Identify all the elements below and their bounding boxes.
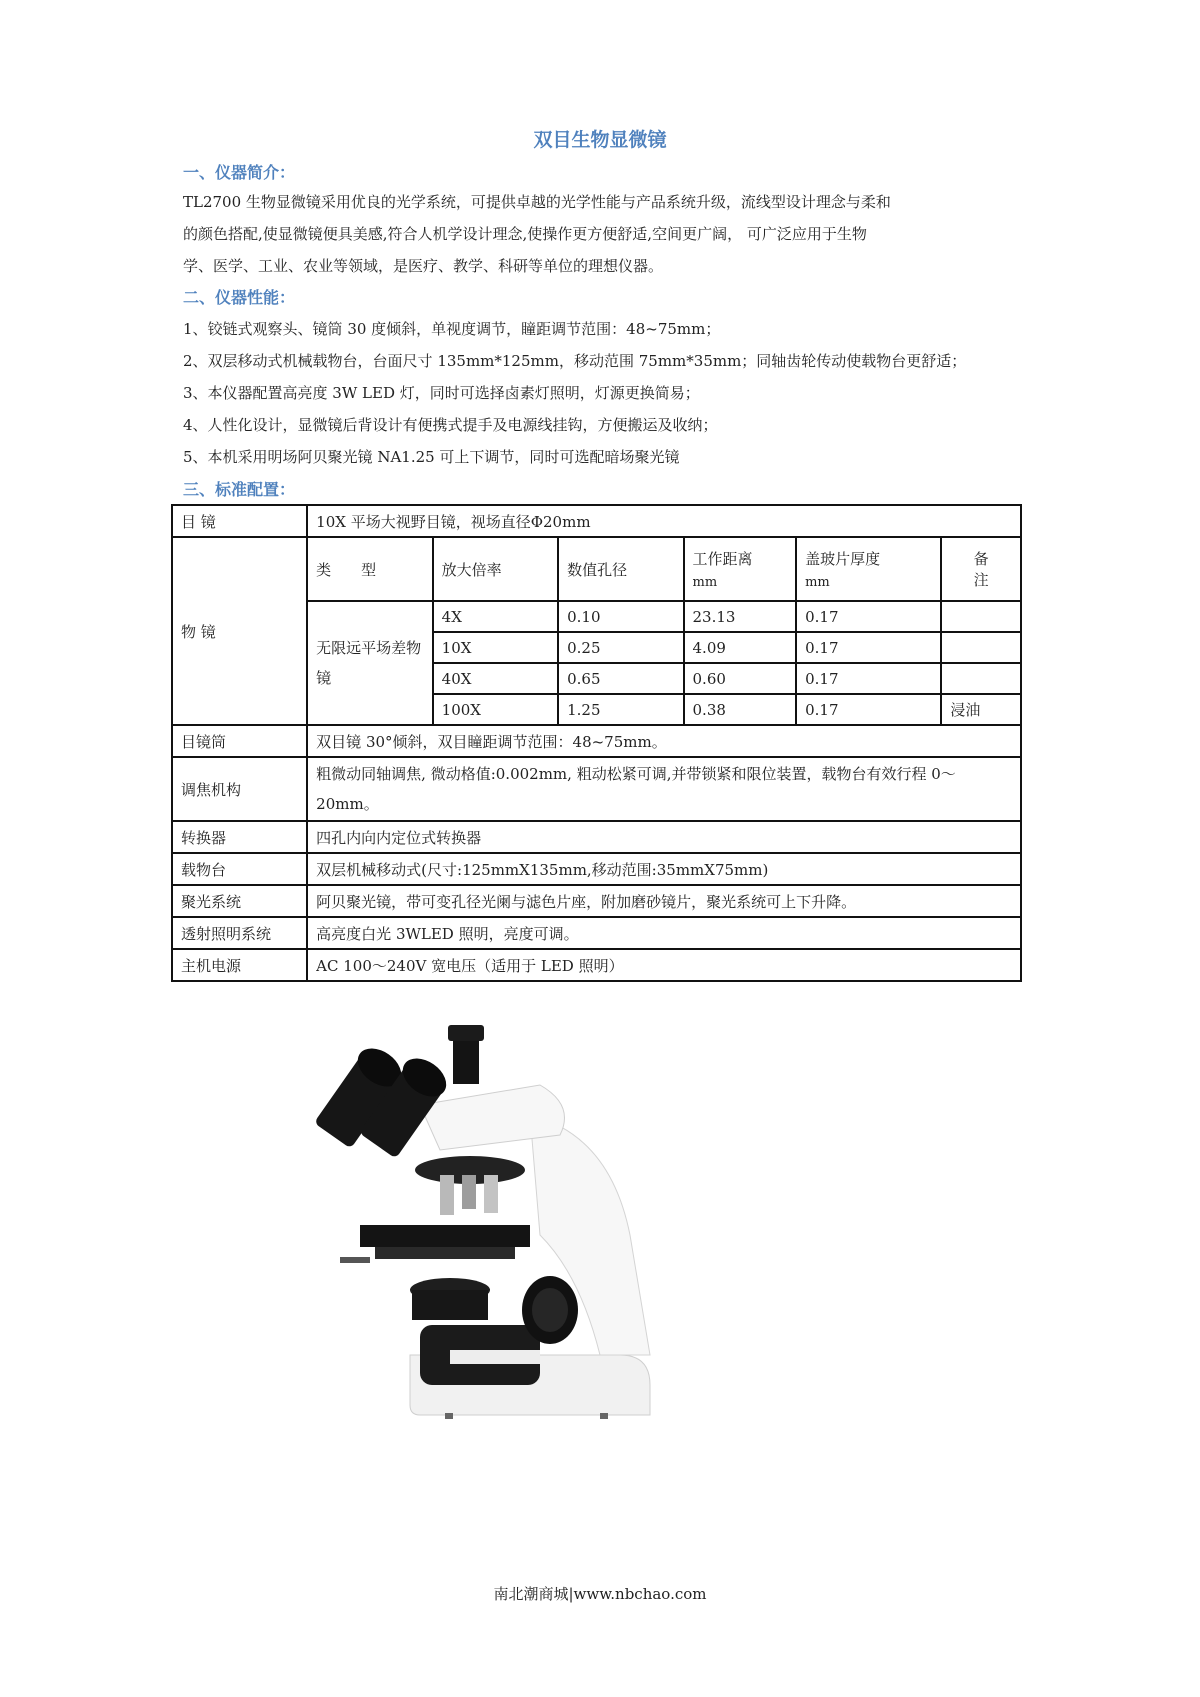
performance-item: 4、人性化设计，显微镜后背设计有便携式提手及电源线挂钩，方便搬运及收纳；	[183, 416, 718, 434]
table-row	[172, 757, 1021, 821]
performance-item: 1、铰链式观察头、镜筒 30 度倾斜，单视度调节，瞳距调节范围：48~75mm；	[183, 320, 721, 338]
intro-line: 的颜色搭配,使显微镜便具美感,符合人机学设计理念,使操作更方便舒适,空间更广阔， 可广泛应用于生物	[183, 225, 867, 243]
obj-header-note: 备 注	[941, 537, 1021, 601]
row-value: 双目镜 30°倾斜，双目瞳距调节范围：48~75mm。	[307, 725, 1021, 757]
row-label: 转换器	[172, 821, 307, 853]
obj-na: 0.10	[558, 601, 683, 632]
row-value: AC 100～240V 宽电压（适用于 LED 照明）	[307, 949, 1021, 981]
performance-item: 2、双层移动式机械载物台，台面尺寸 135mm*125mm，移动范围 75mm*35mm；同轴齿轮传动使载物台更舒适；	[183, 352, 967, 370]
objective-label: 物 镜	[172, 537, 307, 725]
obj-note	[941, 632, 1021, 663]
row-value: 高亮度白光 3WLED 照明，亮度可调。	[307, 917, 1021, 949]
obj-wd: 4.09	[684, 632, 797, 663]
intro-heading: 一、仪器简介：	[183, 163, 296, 182]
performance-heading: 二、仪器性能：	[183, 288, 296, 307]
table-row	[172, 725, 1021, 757]
obj-cover: 0.17	[796, 601, 941, 632]
obj-na: 1.25	[558, 694, 683, 725]
row-value: 阿贝聚光镜，带可变孔径光阑与滤色片座，附加磨砂镜片，聚光系统可上下升降。	[307, 885, 1021, 917]
obj-header-na: 数值孔径	[558, 537, 683, 601]
row-label: 目镜筒	[172, 725, 307, 757]
eyepiece-value: 10X 平场大视野目镜，视场直径Φ20mm	[307, 505, 1021, 537]
intro-line: TL2700 生物显微镜采用优良的光学系统，可提供卓越的光学性能与产品系统升级，流线型设计理念与柔和	[183, 193, 891, 211]
table-row	[172, 821, 1021, 853]
obj-wd: 0.38	[684, 694, 797, 725]
footer-text: 南北潮商城|www.nbchao.com	[493, 1585, 707, 1603]
row-label: 主机电源	[172, 949, 307, 981]
table-row	[172, 917, 1021, 949]
obj-header-mag: 放大倍率	[433, 537, 558, 601]
obj-cover: 0.17	[796, 663, 941, 694]
intro-paragraph	[183, 186, 1033, 282]
microscope-photo	[300, 1025, 780, 1465]
row-label: 调焦机构	[172, 757, 307, 821]
obj-cover: 0.17	[796, 694, 941, 725]
performance-item: 5、本机采用明场阿贝聚光镜 NA1.25 可上下调节，同时可选配暗场聚光镜	[183, 448, 680, 466]
page-title: 双目生物显微镜	[533, 129, 667, 151]
obj-na: 0.25	[558, 632, 683, 663]
obj-note	[941, 601, 1021, 632]
obj-header-wd-unit: mm	[692, 575, 718, 590]
row-value: 粗微动同轴调焦, 微动格值:0.002mm, 粗动松紧可调,并带锁紧和限位装置，载物台有效行程 0～20mm。	[307, 757, 1021, 821]
obj-header-cover	[796, 537, 941, 601]
obj-cover: 0.17	[796, 632, 941, 663]
obj-mag: 4X	[433, 601, 558, 632]
performance-item: 3、本仪器配置高亮度 3W LED 灯，同时可选择卤素灯照明，灯源更换简易；	[183, 384, 700, 402]
row-value: 四孔内向内定位式转换器	[307, 821, 1021, 853]
obj-header-wd-label: 工作距离	[692, 550, 753, 568]
row-label: 载物台	[172, 853, 307, 885]
obj-note: 浸油	[941, 694, 1021, 725]
obj-na: 0.65	[558, 663, 683, 694]
table-row	[172, 949, 1021, 981]
table-row	[172, 505, 1021, 537]
table-row	[172, 885, 1021, 917]
obj-mag: 100X	[433, 694, 558, 725]
row-value: 双层机械移动式(尺寸:125mmX135mm,移动范围:35mmX75mm)	[307, 853, 1021, 885]
obj-header-wd	[684, 537, 797, 601]
obj-type-cell: 无限远平场差物镜	[307, 601, 432, 725]
intro-line: 学、医学、工业、农业等领域，是医疗、教学、科研等单位的理想仪器。	[183, 257, 664, 275]
obj-mag: 10X	[433, 632, 558, 663]
obj-note	[941, 663, 1021, 694]
obj-header-cover-unit: mm	[805, 575, 830, 590]
table-row	[172, 537, 1021, 601]
obj-header-type: 类 型	[307, 537, 432, 601]
obj-mag: 40X	[433, 663, 558, 694]
obj-header-cover-label: 盖玻片厚度	[805, 550, 881, 568]
table-row	[172, 853, 1021, 885]
row-label: 透射照明系统	[172, 917, 307, 949]
obj-wd: 0.60	[684, 663, 797, 694]
obj-wd: 23.13	[684, 601, 797, 632]
config-heading: 三、标准配置：	[183, 480, 296, 499]
spec-table	[171, 504, 1022, 982]
eyepiece-label: 目 镜	[172, 505, 307, 537]
row-label: 聚光系统	[172, 885, 307, 917]
